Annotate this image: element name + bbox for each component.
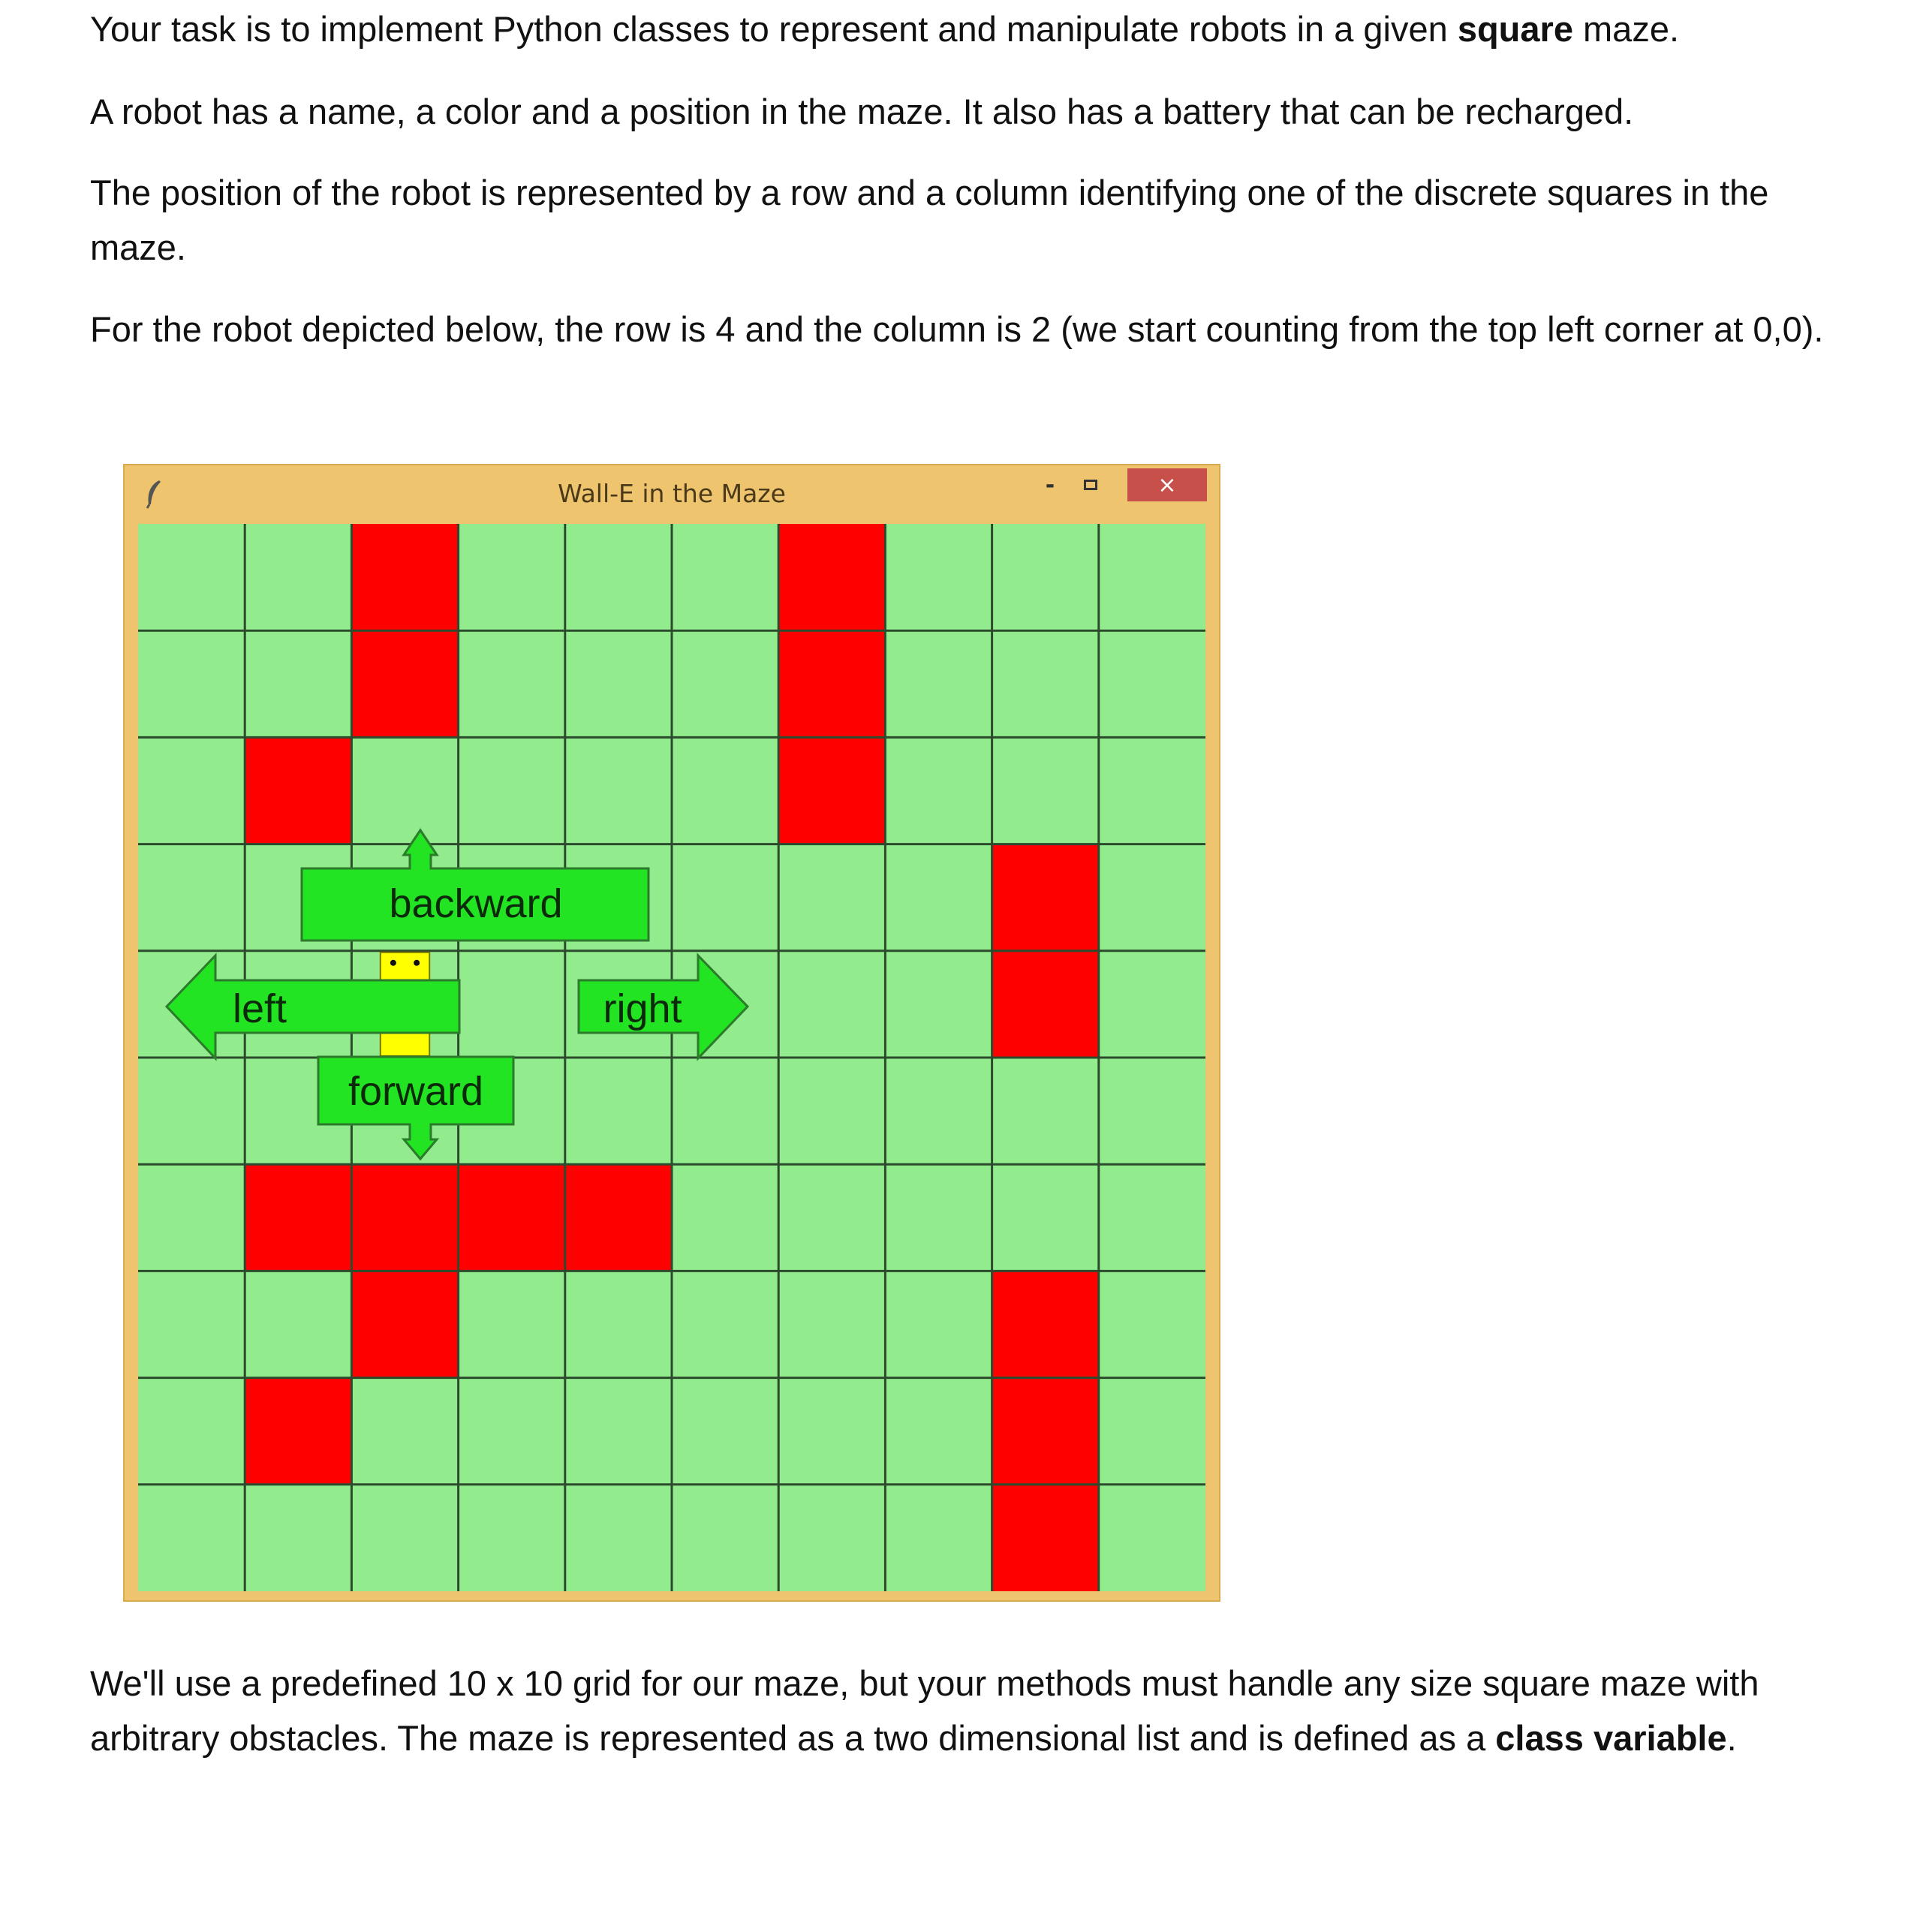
maze-wall-cell <box>459 1164 565 1271</box>
maze-open-cell <box>778 844 885 951</box>
maze-open-cell <box>992 1058 1099 1164</box>
maze-open-cell <box>1099 630 1205 737</box>
maze-open-cell <box>1099 951 1205 1058</box>
maze-open-cell <box>459 1378 565 1485</box>
maze-open-cell <box>138 737 245 844</box>
maze-open-cell <box>565 1378 672 1485</box>
maze-open-cell <box>351 1485 458 1591</box>
maze-open-cell <box>885 1058 992 1164</box>
maze-open-cell <box>672 1378 778 1485</box>
intro-text-end: maze. <box>1572 9 1680 49</box>
example-paragraph: For the robot depicted below, the row is 4 and the column is 2 (we start counting from the top left corner at 0,0). <box>90 309 1824 349</box>
maze-open-cell <box>672 630 778 737</box>
maze-wall-cell <box>778 737 885 844</box>
intro-text: Your task is to implement Python classes to represent and manipulate robots in a given <box>90 9 1458 49</box>
maze-open-cell <box>778 1058 885 1164</box>
forward-label: forward <box>348 1069 484 1114</box>
maze-open-cell <box>672 1485 778 1591</box>
maze-open-cell <box>565 1485 672 1591</box>
robot-eye-right <box>414 960 420 966</box>
maze-open-cell <box>1099 1485 1205 1591</box>
maze-open-cell <box>885 524 992 630</box>
maze-open-cell <box>1099 524 1205 630</box>
maze-wall-cell <box>778 524 885 630</box>
maze-wall-cell <box>565 1164 672 1271</box>
maze-open-cell <box>672 844 778 951</box>
maze-open-cell <box>565 524 672 630</box>
window-title: Wall-E in the Maze <box>558 479 786 508</box>
maze-canvas <box>138 524 1205 1591</box>
left-label: left <box>232 986 287 1031</box>
robot-eye-left <box>390 960 396 966</box>
maze-open-cell <box>992 630 1099 737</box>
maze-open-cell <box>885 630 992 737</box>
maze-open-cell <box>138 1378 245 1485</box>
close-button[interactable]: × <box>1127 468 1207 501</box>
maximize-button[interactable] <box>1072 468 1109 501</box>
maze-open-cell <box>992 1164 1099 1271</box>
maze-open-cell <box>245 630 351 737</box>
maze-open-cell <box>1099 1378 1205 1485</box>
maze-wall-cell <box>245 1378 351 1485</box>
maze-open-cell <box>672 524 778 630</box>
maze-open-cell <box>1099 1058 1205 1164</box>
maze-wall-cell <box>245 737 351 844</box>
maze-open-cell <box>459 951 565 1058</box>
maze-open-cell <box>138 844 245 951</box>
right-label: right <box>603 986 682 1031</box>
maze-open-cell <box>138 630 245 737</box>
maze-open-cell <box>672 737 778 844</box>
maze-open-cell <box>885 1164 992 1271</box>
maze-open-cell <box>245 524 351 630</box>
position-paragraph: The position of the robot is represented by a row and a column identifying one of the discrete squares in the maze. <box>90 173 1769 267</box>
maze-open-cell <box>138 1485 245 1591</box>
maze-open-cell <box>885 737 992 844</box>
maze-description-paragraph <box>90 1656 1839 1765</box>
maze-open-cell <box>778 1271 885 1377</box>
maze-wall-cell <box>992 1378 1099 1485</box>
maze-description-text: We'll use a predefined 10 x 10 grid for our maze, but your methods must handle any size square maze with arbitrary obstacles. The maze is represented as a two dimensional list and is defined as a <box>90 1663 1759 1758</box>
maze-open-cell <box>778 1164 885 1271</box>
maze-open-cell <box>565 630 672 737</box>
maze-open-cell <box>1099 1164 1205 1271</box>
maze-wall-cell <box>351 524 458 630</box>
maze-open-cell <box>1099 1271 1205 1377</box>
maze-open-cell <box>672 1058 778 1164</box>
maze-open-cell <box>351 1378 458 1485</box>
maze-open-cell <box>351 737 458 844</box>
minimize-button[interactable]: - <box>1045 471 1055 498</box>
maze-open-cell <box>778 951 885 1058</box>
maze-open-cell <box>885 844 992 951</box>
window-titlebar[interactable] <box>125 465 1219 524</box>
robot-description-paragraph: A robot has a name, a color and a position in the maze. It also has a battery that can be recharged. <box>90 92 1634 131</box>
maze-open-cell <box>138 1058 245 1164</box>
maze-open-cell <box>245 1485 351 1591</box>
maze-open-cell <box>245 1271 351 1377</box>
maze-wall-cell <box>992 844 1099 951</box>
maze-open-cell <box>138 1164 245 1271</box>
maximize-icon <box>1084 480 1097 490</box>
maze-wall-cell <box>351 1164 458 1271</box>
maze-open-cell <box>672 1271 778 1377</box>
maze-open-cell <box>565 1058 672 1164</box>
maze-wall-cell <box>992 951 1099 1058</box>
maze-wall-cell <box>351 1271 458 1377</box>
maze-open-cell <box>672 1164 778 1271</box>
maze-open-cell <box>565 737 672 844</box>
maze-open-cell <box>778 1485 885 1591</box>
maze-wall-cell <box>992 1485 1099 1591</box>
maze-open-cell <box>885 1271 992 1377</box>
maze-open-cell <box>565 1271 672 1377</box>
maze-open-cell <box>459 1271 565 1377</box>
maze-open-cell <box>459 630 565 737</box>
maze-wall-cell <box>992 1271 1099 1377</box>
maze-open-cell <box>459 1485 565 1591</box>
intro-paragraph <box>90 2 1839 56</box>
maze-open-cell <box>992 524 1099 630</box>
maze-open-cell <box>1099 844 1205 951</box>
maze-window <box>123 464 1220 1602</box>
maze-open-cell <box>1099 737 1205 844</box>
backward-label: backward <box>389 881 563 926</box>
maze-open-cell <box>459 737 565 844</box>
maze-open-cell <box>885 1378 992 1485</box>
maze-open-cell <box>885 951 992 1058</box>
maze-open-cell <box>992 737 1099 844</box>
maze-open-cell <box>138 524 245 630</box>
maze-open-cell <box>459 524 565 630</box>
maze-wall-cell <box>778 630 885 737</box>
maze-description-end: . <box>1726 1718 1737 1758</box>
maze-open-cell <box>778 1378 885 1485</box>
maze-open-cell <box>138 1271 245 1377</box>
maze-open-cell <box>885 1485 992 1591</box>
maze-wall-cell <box>351 630 458 737</box>
square-bold: square <box>1457 9 1573 49</box>
class-variable-bold: class variable <box>1495 1718 1727 1758</box>
maze-wall-cell <box>245 1164 351 1271</box>
